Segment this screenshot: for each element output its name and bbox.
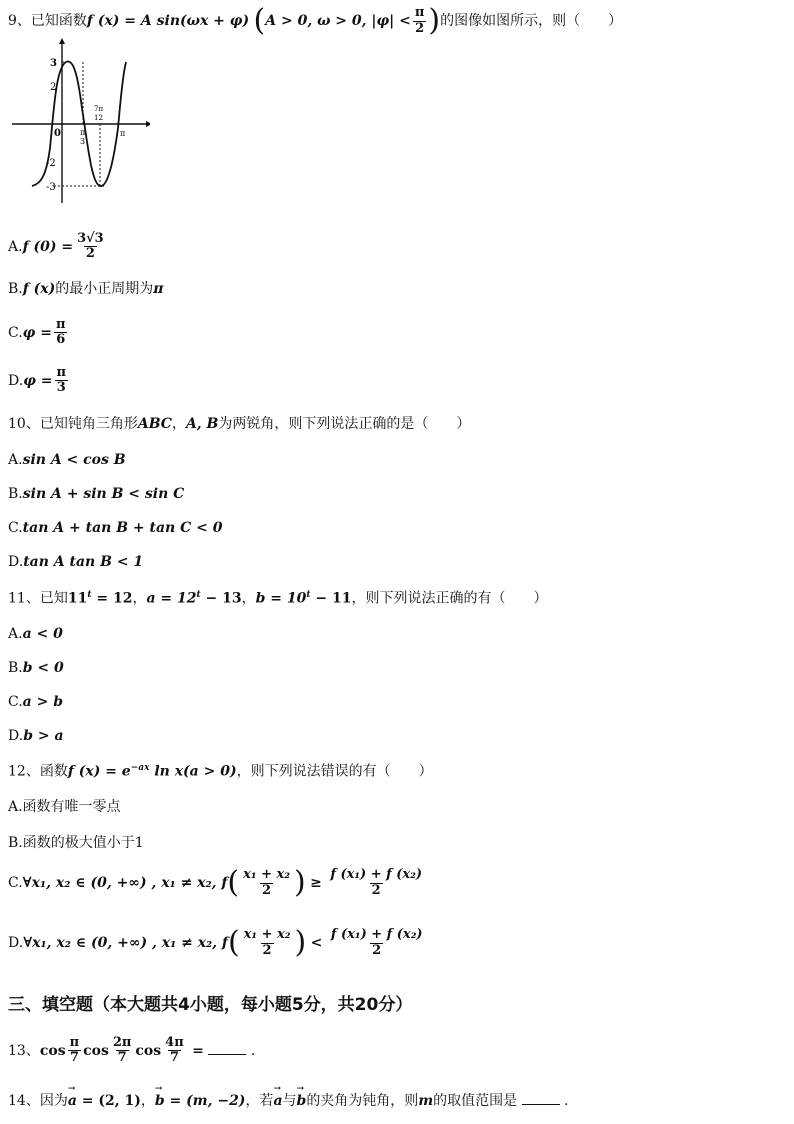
q10-option-c[interactable]: C.tan A + tan B + tan C < 0: [8, 520, 223, 536]
q12-c-rhs-frac: $\frac{\text{f (x₁) + f (x₂)}}{2}$: [330, 867, 423, 898]
q9-graph: [10, 38, 150, 208]
q12-option-b[interactable]: B.函数的极大值小于1: [8, 835, 144, 851]
q9-c-frac: $\frac{\pi}{6}$: [55, 317, 66, 348]
graph-tick-pi: π: [120, 129, 126, 138]
q9-paren-close: ): [428, 3, 441, 38]
q9-cond: A > 0, ω > 0, |φ| <: [265, 13, 411, 29]
q12-option-a[interactable]: A.函数有唯一零点: [8, 799, 121, 815]
q9-stem-suffix: 的图像如图所示，则（ ）: [440, 13, 623, 29]
q9-option-a[interactable]: A.f (0) = $\frac{3√3}{2}$: [8, 231, 104, 262]
graph-origin: 0: [54, 128, 61, 139]
q11-option-c[interactable]: C.a > b: [8, 694, 64, 710]
q9-option-b[interactable]: B.f (x)的最小正周期为π: [8, 281, 164, 297]
q9-stem: [8, 3, 623, 38]
q14-answer-blank[interactable]: [522, 1092, 560, 1105]
graph-tick-pi3-num: π: [80, 128, 86, 137]
q9-number: 9、: [8, 13, 31, 29]
q9-cond-frac: $\frac{\pi}{2}$: [414, 5, 425, 36]
graph-tick-3: 3: [50, 58, 57, 69]
q11-option-d[interactable]: D.b > a: [8, 728, 64, 744]
q10-option-d[interactable]: D.tan A tan B < 1: [8, 554, 144, 570]
q10-option-a[interactable]: A.sin A < cos B: [8, 452, 126, 468]
q9-option-d[interactable]: D.φ = $\frac{\pi}{3}$: [8, 365, 66, 396]
q12-c-lhs-frac: $\frac{\text{x₁ + x₂}}{2}$: [243, 867, 290, 898]
q11-option-a[interactable]: A.a < 0: [8, 626, 63, 642]
graph-x-arrow: [146, 121, 150, 127]
graph-tick-7pi12-num: 7π: [94, 105, 104, 113]
graph-tick-2: 2: [50, 82, 57, 93]
q12-d-lhs-frac: $\frac{\text{x₁ + x₂}}{2}$: [243, 927, 291, 958]
graph-tick-m2: -2: [46, 158, 56, 169]
q10-stem: 10、已知钝角三角形ABC，A, B为两锐角，则下列说法正确的是（ ）: [8, 416, 471, 432]
q12-option-d[interactable]: D.∀x₁, x₂ ∈ (0, +∞) , x₁ ≠ x₂, f( $\frac{\text{x₁ + x₂}}{2}$ ) < $\frac{\text{f (x₁) + f (x₂)}}{2}$: [8, 925, 423, 960]
q10-option-b[interactable]: B.sin A + sin B < sin C: [8, 486, 185, 502]
q9-paren-open: (: [253, 3, 266, 38]
q13-answer-blank[interactable]: [208, 1042, 246, 1055]
q11-stem: 11、已知$11^t = 12$，$a = 12^t - 13$，$b = 10^t - 11$，则下列说法正确的有（ ）: [8, 590, 548, 607]
q13: 13、cos $\frac{\pi}{7}$ cos $\frac{2\pi}{7}$ cos $\frac{4\pi}{7}$ = .: [8, 1035, 256, 1066]
graph-tick-pi3-den: 3: [80, 137, 86, 146]
graph-tick-7pi12-den: 12: [94, 114, 103, 122]
q11-option-b[interactable]: B.b < 0: [8, 660, 64, 676]
q12-stem: 12、函数f $(x) = e^{-ax}$ ln x(a > 0)，则下列说法错误的有（ ）: [8, 763, 433, 780]
q9-d-frac: $\frac{\pi}{3}$: [56, 365, 66, 396]
q9-option-c[interactable]: C.φ = $\frac{\pi}{6}$: [8, 317, 66, 348]
graph-y-arrow: [59, 38, 65, 44]
q14: 14、因为→ a = (2, 1)，→ b = (m, −2)，若→ a与→ b的夹角为钝角，则m的取值范围是 .: [8, 1092, 569, 1108]
graph-tick-m3: -3: [46, 182, 56, 193]
q12-option-c[interactable]: C.∀x₁, x₂ ∈ (0, +∞) , x₁ ≠ x₂, f( $\frac{\text{x₁ + x₂}}{2}$ ) ≥ $\frac{\text{f (x₁) + f (x₂)}}{2}$: [8, 865, 423, 900]
q9-func: f (x) = A sin(ωx + φ): [86, 13, 250, 29]
q9-a-frac: $\frac{3√3}{2}$: [77, 231, 104, 262]
section-3-title: 三、填空题（本大题共4小题，每小题5分，共20分）: [8, 995, 413, 1015]
q12-d-rhs-frac: $\frac{\text{f (x₁) + f (x₂)}}{2}$: [330, 927, 423, 958]
q9-stem-prefix: 已知函数: [30, 13, 87, 29]
